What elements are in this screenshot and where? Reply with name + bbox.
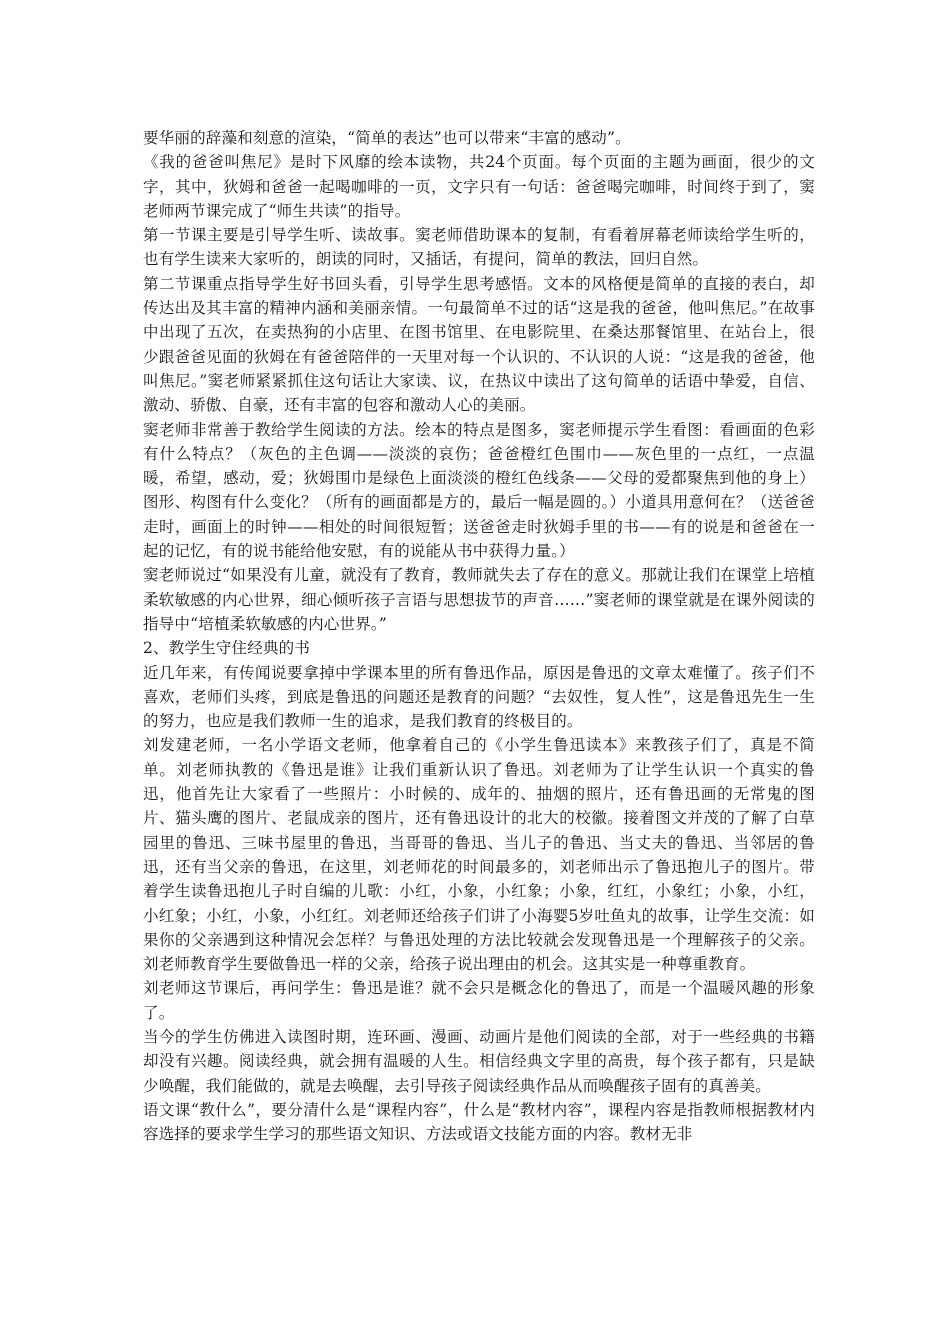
paragraph-9: 刘老师这节课后，再问学生：鲁迅是谁？就不会只是概念化的鲁迅了，而是一个温暖风趣的形象了。 <box>143 979 815 1022</box>
paragraph-11: 语文课“教什么”，要分清什么是“课程内容”，什么是“教材内容”，课程内容是指教师根据教材内容选择的要求学生学习的那些语文知识、方法或语文技能方面的内容。教材无非 <box>143 1100 815 1144</box>
paragraph-5: 窦老师非常善于教给学生阅读的方法。绘本的特点是图多，窦老师提示学生看图：看画面的色彩有什么特点？（灰色的主色调——淡淡的哀伤；爸爸橙红色围巾——灰色里的一点红，一点温暖，希望，感动，爱；狄姆围巾是绿色上面淡淡的橙红色线条——父母的爱都聚焦到他的身上）图形、构图有什么变化？（所有的画面都是方的，最后一幅是圆的。）小道具用意何在？（送爸爸走时，画面上的时钟——相处的时间很短暂；送爸爸走时狄姆手里的书——有的说是和爸爸在一起的记忆，有的说书能给他安慰，有的说能从书中获得力量。） <box>143 420 815 561</box>
paragraph-7: 近几年来，有传闻说要拿掉中学课本里的所有鲁迅作品，原因是鲁迅的文章太难懂了。孩子们不喜欢，老师们头疼，到底是鲁迅的问题还是教育的问题？“去奴性，复人性”，这是鲁迅先生一生的努力，也应是我们教师一生的追求，是我们教育的终极目的。 <box>143 663 815 731</box>
paragraph-3: 第一节课主要是引导学生听、读故事。窦老师借助课本的复制，有看着屏幕老师读给学生听的，也有学生读来大家听的，朗读的同时，又插话，有提问，简单的教法，回归自然。 <box>143 226 815 269</box>
section-heading: 2、教学生守住经典的书 <box>143 639 311 658</box>
paragraph-4: 第二节课重点指导学生好书回头看，引导学生思考感悟。文本的风格便是简单的直接的表白，却传达出及其丰富的精神内涵和美丽亲情。一句最简单不过的话“这是我的爸爸，他叫焦尼。”在故事中出现了五次，在卖热狗的小店里、在图书馆里、在电影院里、在桑达那餐馆里、在站台上，很少跟爸爸见面的狄姆在有爸爸陪伴的一天里对每一个认识的、不认识的人说：“这是我的爸爸，他叫焦尼。”窦老师紧紧抓住这句话让大家读、议，在热议中读出了这句简单的话语中挚爱，自信、激动、骄傲、自豪，还有丰富的包容和激动人心的美丽。 <box>143 274 815 415</box>
paragraph-8: 刘发建老师，一名小学语文老师，他拿着自己的《小学生鲁迅读本》来教孩子们了，真是不简单。刘老师执教的《鲁迅是谁》让我们重新认识了鲁迅。刘老师为了让学生认识一个真实的鲁迅，他首先让大家看了一些照片：小时候的、成年的、抽烟的照片，还有鲁迅画的无常鬼的图片、猫头鹰的图片、老鼠成亲的图片，还有鲁迅设计的北大的校徽。接着图文并茂的了解了白草园里的鲁迅、三味书屋里的鲁迅，当哥哥的鲁迅、当儿子的鲁迅、当丈夫的鲁迅、当邻居的鲁迅，还有当父亲的鲁迅，在这里，刘老师花的时间最多的，刘老师出示了鲁迅抱儿子的图片。带着学生读鲁迅抱儿子时自编的儿歌：小红，小象，小红象；小象，红红，小象红；小象，小红，小红象；小红，小象，小红红。刘老师还给孩子们讲了小海婴5岁吐鱼丸的故事，让学生交流：如果你的父亲遇到这种情况会怎样？与鲁迅处理的方法比较就会发现鲁迅是一个理解孩子的父亲。刘老师教育学生要做鲁迅一样的父亲，给孩子说出理由的机会。这其实是一种尊重教育。 <box>143 736 815 974</box>
paragraph-6: 窦老师说过“如果没有儿童，就没有了教育，教师就失去了存在的意义。那就让我们在课堂上培植柔软敏感的内心世界，细心倾听孩子言语与思想拔节的声音……”窦老师的课堂就是在课外阅读的指导中“培植柔软敏感的内心世界。” <box>143 566 815 633</box>
paragraph-2: 《我的爸爸叫焦尼》是时下风靡的绘本读物，共24个页面。每个页面的主题为画面，很少的文字，其中，狄姆和爸爸一起喝咖啡的一页，文字只有一句话：爸爸喝完咖啡，时间终于到了，窦老师两节课完成了“师生共读”的指导。 <box>143 153 815 220</box>
document-body <box>143 126 815 1146</box>
paragraph-10: 当今的学生仿佛进入读图时期，连环画、漫画、动画片是他们阅读的全部，对于一些经典的书籍却没有兴趣。阅读经典，就会拥有温暖的人生。相信经典文字里的高贵，每个孩子都有，只是缺少唤醒，我们能做的，就是去唤醒，去引导孩子阅读经典作品从而唤醒孩子固有的真善美。 <box>143 1027 815 1095</box>
paragraph-1: 要华丽的辞藻和刻意的渲染，“简单的表达”也可以带来“丰富的感动”。 <box>143 129 631 147</box>
